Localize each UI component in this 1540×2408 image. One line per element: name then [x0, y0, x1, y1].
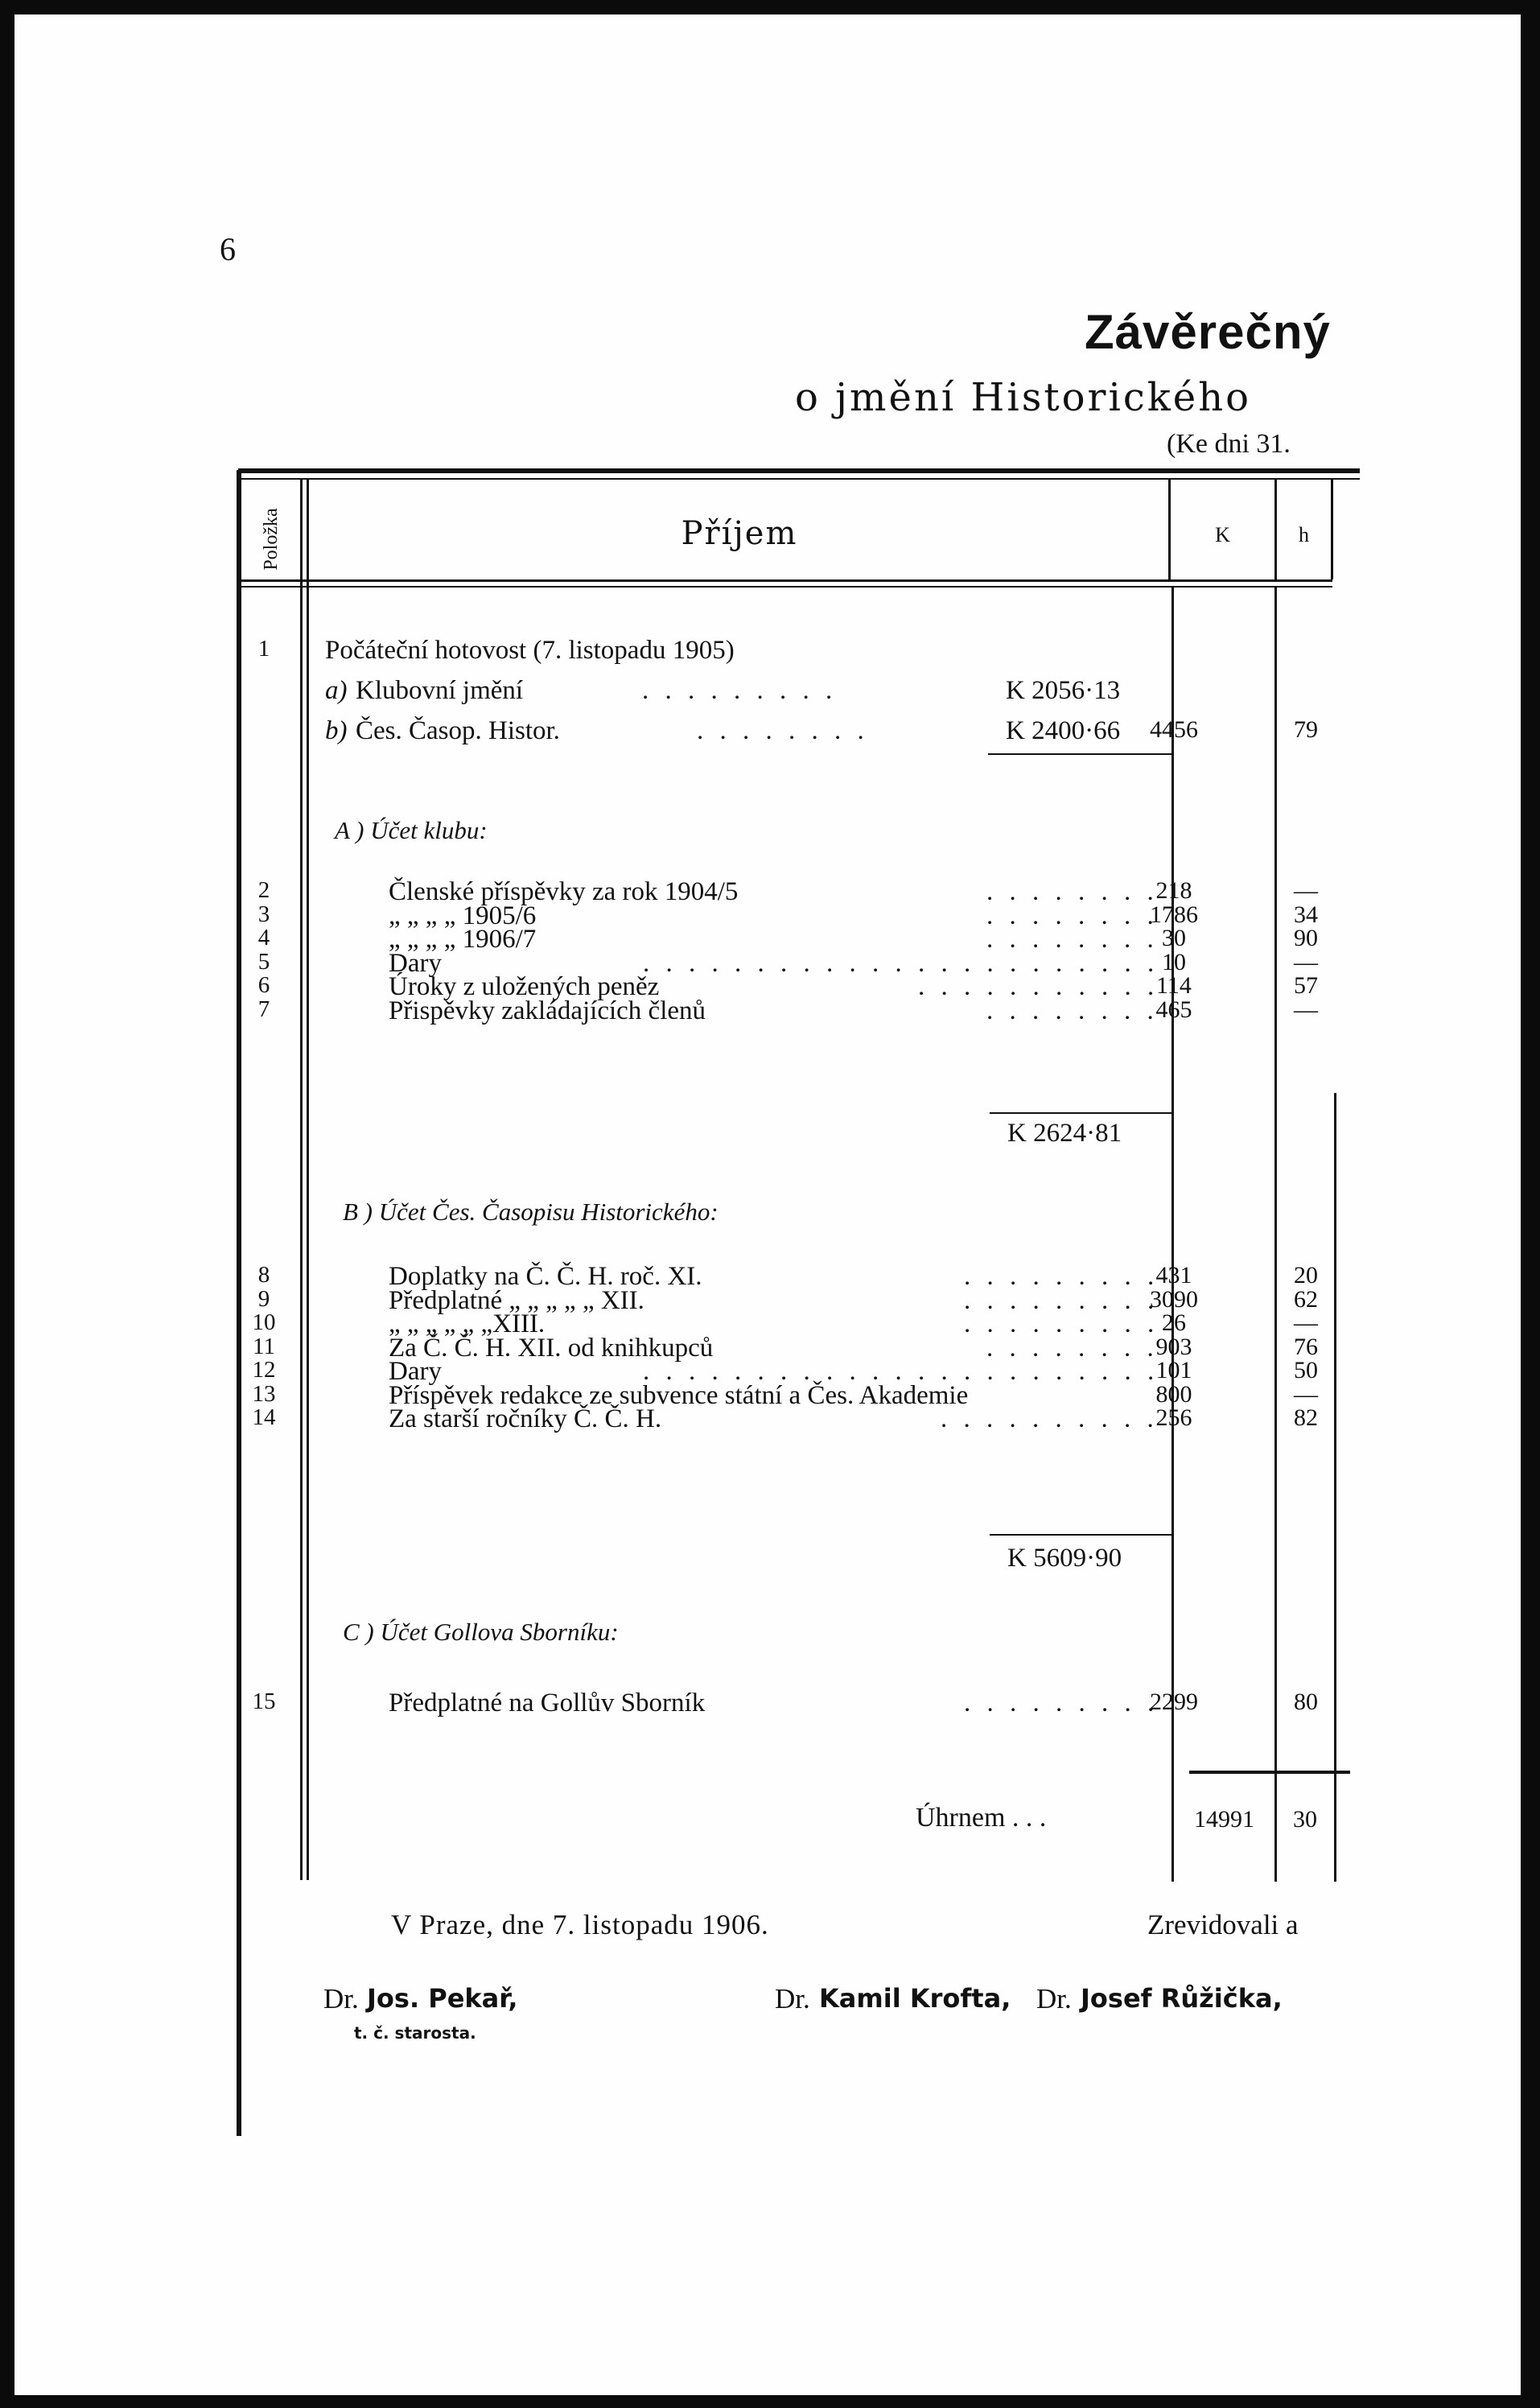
row-description: Předplatné na Gollův Sborník: [389, 1688, 706, 1717]
table-row-opening-a: [241, 676, 1336, 711]
row-description: Za Č. Č. H. XII. od knihkupců: [389, 1333, 714, 1363]
row-number: 11: [253, 1333, 275, 1359]
row-number: 9: [257, 1285, 270, 1312]
row-amount-k: 903: [1155, 1333, 1192, 1360]
row-amount-h: —: [1294, 1380, 1318, 1408]
row-description: Počáteční hotovost (7. listopadu 1905): [325, 636, 735, 665]
header-rule: [238, 579, 1332, 582]
signature-1-prefix: Dr.: [323, 1983, 359, 2014]
row-subvalue: K 2400·66: [1006, 716, 1121, 745]
row-leader-dots: . . . . . . . .: [986, 1333, 1159, 1363]
row-description: Čes. Časop. Histor.: [356, 716, 560, 745]
total-rule: [1189, 1771, 1350, 1774]
row-number: 14: [252, 1404, 276, 1430]
table-row: [241, 996, 1336, 1032]
row-leader-dots: . . . . . . . .: [986, 877, 1159, 906]
row-amount-h: 79: [1294, 716, 1318, 743]
row-number: 3: [257, 901, 270, 927]
row-amount-k: 431: [1155, 1262, 1192, 1289]
h-col-divider: [1274, 586, 1277, 1882]
row-description: Úroky z uložených peněz: [389, 972, 660, 1001]
row-leader-dots: . . . . . . . . .: [964, 1285, 1159, 1315]
row-description: Klubovní jmění: [356, 676, 524, 705]
row-description: „ „ „ „ 1905/6: [389, 901, 537, 930]
row-amount-k: 218: [1155, 877, 1192, 904]
table-row-opening: [241, 636, 1336, 671]
row-amount-h: 62: [1294, 1285, 1318, 1313]
top-rule: [238, 468, 1360, 473]
row-amount-k: 256: [1155, 1404, 1192, 1431]
row-description: Příspěvek redakce ze subvence státní a Čes. Akademie: [389, 1380, 969, 1410]
row-number: 4: [257, 925, 270, 950]
table-row: [241, 1688, 1336, 1724]
row-amount-h: —: [1294, 877, 1318, 904]
col-polozka: Položka: [261, 508, 282, 571]
row-amount-h: —: [1294, 996, 1318, 1023]
row-amount-h: 50: [1294, 1357, 1318, 1383]
row-amount-k: 10: [1162, 948, 1186, 975]
total-amount-k: 14991: [1194, 1806, 1254, 1833]
row-description: „ „ „ „ 1906/7: [389, 925, 537, 954]
row-amount-h: 82: [1294, 1404, 1318, 1431]
row-number: 5: [257, 948, 270, 975]
row-leader-dots: . . . . . . . . . .: [941, 1404, 1159, 1433]
signature-2-name: Kamil Krofta,: [819, 1983, 1011, 2014]
header-rule-thin: [238, 586, 1332, 588]
row-amount-h: 90: [1294, 925, 1318, 951]
row-number: 2: [257, 877, 270, 903]
row-leader-dots: . . . . . . . . .: [964, 1688, 1159, 1717]
section-a-subtotal: K 2624·81: [1007, 1119, 1122, 1148]
row-description: Členské příspěvky za rok 1904/5: [389, 877, 739, 906]
row-number: 10: [252, 1309, 276, 1335]
row-sublabel: b): [325, 716, 348, 745]
row-amount-h: —: [1294, 948, 1318, 975]
row-number: 12: [252, 1357, 276, 1383]
row-amount-k: 800: [1155, 1380, 1192, 1408]
row-leader-dots: . . . . . . . .: [986, 996, 1159, 1025]
signature-3-prefix: Dr.: [1036, 1983, 1072, 2014]
row-amount-k: 4456: [1150, 716, 1198, 743]
place-date: V Praze, dne 7. listopadu 1906.: [391, 1909, 769, 1940]
section-a-label: A ) Účet klubu:: [335, 816, 488, 844]
date-note: (Ke dni 31.: [1167, 429, 1291, 459]
total-label: Úhrnem . . .: [916, 1803, 1047, 1833]
row-number: 15: [252, 1688, 276, 1714]
row-description: Za starší ročníky Č. Č. H.: [389, 1404, 662, 1433]
signature-1-title: t. č. starosta.: [354, 2023, 476, 2043]
right-border: [1334, 1093, 1336, 1882]
row-leader-dots: . . . . . . . .: [697, 716, 869, 745]
section-a-underline: [990, 1112, 1171, 1114]
row-amount-k: 2299: [1150, 1688, 1198, 1715]
document-page: [14, 14, 1521, 2395]
row-amount-h: 80: [1294, 1688, 1318, 1715]
top-rule-thin: [238, 478, 1360, 480]
row-leader-dots: . . . . . . . .: [986, 925, 1159, 954]
row-amount-k: 101: [1155, 1357, 1192, 1383]
col-prijem: Příjem: [681, 515, 798, 552]
signature-3-name: Josef Růžička,: [1081, 1983, 1283, 2014]
row-amount-h: —: [1294, 1309, 1318, 1336]
section-b-subtotal: K 5609·90: [1007, 1544, 1122, 1573]
row-amount-k: 30: [1162, 925, 1186, 951]
row-number: 8: [257, 1262, 270, 1288]
row-leader-dots: . . . . . . . .: [986, 901, 1159, 930]
row-amount-h: 57: [1294, 972, 1318, 999]
row-amount-k: 3090: [1150, 1285, 1198, 1313]
row-leader-dots: . . . . . . . . .: [964, 1262, 1159, 1291]
row-amount-h: 20: [1294, 1262, 1318, 1289]
row-subvalue: K 2056·13: [1006, 676, 1121, 705]
document-title: Závěrečný: [1085, 305, 1331, 359]
document-subtitle: o jmění Historického: [795, 375, 1251, 420]
row-number: 7: [257, 996, 270, 1022]
row-description: Doplatky na Č. Č. H. roč. XI.: [389, 1262, 702, 1291]
section-b-label: B ) Účet Čes. Časopisu Historického:: [343, 1198, 719, 1226]
row-description: Přispěvky zakládajících členů: [389, 996, 706, 1025]
reviewed-note: Zrevidovali a: [1147, 1909, 1299, 1940]
row-leader-dots: . . . . . . . . . . .: [918, 972, 1159, 1001]
total-amount-h: 30: [1293, 1806, 1317, 1833]
signature-1-name: Jos. Pekař,: [367, 1983, 518, 2014]
row-leader-dots: . . . . . . . . . . . . . . . . . . . . . . .: [643, 1357, 1159, 1386]
row-number: 6: [257, 972, 270, 998]
section-b-underline: [990, 1534, 1171, 1536]
table-row-opening-b: [241, 716, 1336, 752]
row-description: Předplatné „ „ „ „ „ XII.: [389, 1285, 644, 1315]
row-leader-dots: . . . . . . . . .: [642, 676, 838, 705]
row-number: 13: [252, 1380, 276, 1407]
page-number: 6: [220, 231, 236, 267]
signature-2-prefix: Dr.: [775, 1983, 810, 2014]
opening-underline: [988, 753, 1171, 755]
row-sublabel: a): [325, 676, 348, 705]
row-description: „ „ „ „ „ „XIII.: [389, 1309, 546, 1338]
row-leader-dots: . . . . . . . . . . . . . . . . . . . . . . .: [643, 948, 1159, 978]
row-amount-k: 465: [1155, 996, 1192, 1023]
row-amount-k: 114: [1156, 972, 1192, 999]
row-description: Dary: [389, 948, 442, 978]
section-c-label: C ) Účet Gollova Sborníku:: [343, 1618, 619, 1646]
col-h: h: [1299, 523, 1309, 546]
row-amount-h: 34: [1294, 901, 1318, 928]
table-row: [241, 1404, 1336, 1440]
row-amount-k: 26: [1162, 1309, 1186, 1336]
row-number: 1: [257, 636, 270, 662]
row-amount-h: 76: [1294, 1333, 1318, 1360]
row-leader-dots: . . . . . . . . .: [964, 1309, 1159, 1338]
row-amount-k: 1786: [1150, 901, 1198, 928]
right-col-divider-header: [1331, 480, 1333, 579]
k-col-divider: [1171, 586, 1174, 1882]
col-k: K: [1215, 523, 1230, 546]
row-description: Dary: [389, 1357, 442, 1386]
